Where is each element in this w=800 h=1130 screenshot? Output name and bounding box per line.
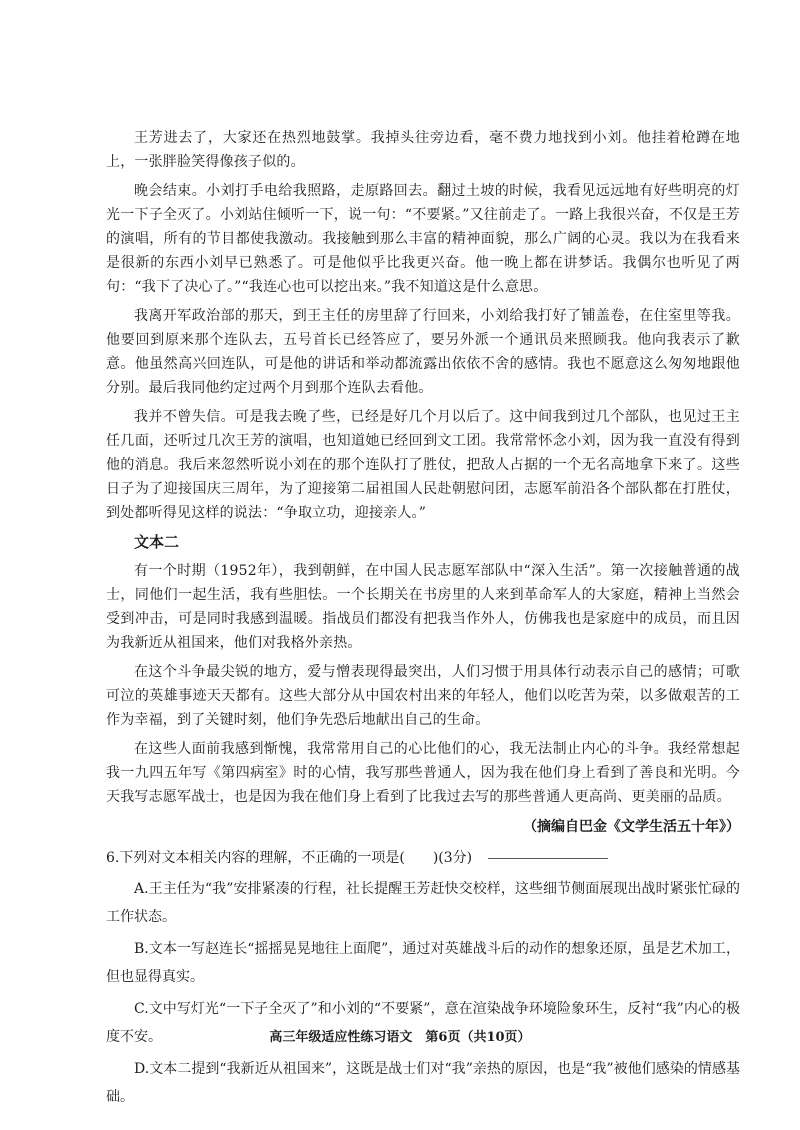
paragraph: 王芳进去了，大家还在热烈地鼓掌。我掉头往旁边看，毫不费力地找到小刘。他挂着枪蹲在地上，一张胖脸笑得像孩子似的。 bbox=[106, 130, 740, 170]
source-citation: （摘编自巴金《文学生活五十年》） bbox=[523, 819, 740, 835]
question-text: 6.下列对文本相关内容的理解，不正确的一项是( )(3分) bbox=[106, 850, 473, 866]
question-options bbox=[106, 875, 740, 1111]
question-stem bbox=[106, 845, 740, 871]
option-c: C.文中写灯光“一下子全灭了”和小刘的“不要紧”，意在渲染战争环境险象环生，反衬“我”内心的极度不安。 bbox=[106, 1001, 740, 1045]
answer-line bbox=[488, 857, 608, 859]
paragraph: 在这个斗争最尖锐的地方，爱与憎表现得最突出，人们习惯于用具体行动表示自己的感情；可歌可泣的英雄事迹天天都有。这些大部分从中国农村出来的年轻人，他们以吃苦为荣，以多做艰苦的工作为幸福，到了关键时刻，他们争先恐后地献出自己的生命。 bbox=[106, 664, 740, 728]
paragraph: 在这些人面前我感到惭愧，我常常用自己的心比他们的心，我无法制止内心的斗争。我经常想起我一九四五年写《第四病室》时的心情，我写那些普通人，因为我在他们身上看到了善良和光明。今天我写志愿军战士，也是因为我在他们身上看到了比我过去写的那些普通人更高尚、更美丽的品质。 bbox=[106, 741, 740, 805]
text-one-body bbox=[106, 126, 740, 525]
option-b: B.文本一写赵连长“摇摇晃晃地往上面爬”，通过对英雄战斗后的动作的想象还原，虽是艺术加工，但也显得真实。 bbox=[106, 941, 740, 985]
page-footer: 高三年级适应性练习语文 第6页（共10页） bbox=[269, 1030, 531, 1045]
paragraph: 我离开军政治部的那天，到王主任的房里辞了行回来，小刘给我打好了铺盖卷，在住室里等我。他要回到原来那个连队去，五号首长已经答应了，要另外派一个通讯员来照顾我。他向我表示了歉意。他虽然高兴回连队，可是他的讲话和举动都流露出依依不舍的感情。我也不愿意这么匆匆地跟他分别。最后我同他约定过两个月到那个连队去看他。 bbox=[106, 308, 740, 396]
option-a: A.王主任为“我”安排紧凑的行程，社长提醒王芳赶快交校样，这些细节侧面展现出战时紧张忙碌的工作状态。 bbox=[106, 881, 740, 925]
paragraph: 晚会结束。小刘打手电给我照路，走原路回去。翻过土坡的时候，我看见远远地有好些明亮的灯光一下子全灭了。小刘站住倾听一下，说一句：“不要紧。”又往前走了。一路上我很兴奋，不仅是王芳的演唱，所有的节目都使我激动。我接触到那么丰富的精神面貌，那么广阔的心灵。我以为在我看来是很新的东西小刘早已熟悉了。可是他似乎比我更兴奋。他一晚上都在讲梦话。我偶尔也听见了两句：“我下了决心了。”“我连心也可以挖出来。”我不知道这是什么意思。 bbox=[106, 183, 740, 295]
section-heading: 文本二 bbox=[134, 533, 180, 551]
text-two-body bbox=[106, 559, 740, 809]
paragraph: 我并不曾失信。可是我去晚了些，已经是好几个月以后了。这中间我到过几个部队，也见过王主任几面，还听过几次王芳的演唱，也知道她已经回到文工团。我常常怀念小刘，因为我一直没有得到他的消息。我后来忽然听说小刘在的那个连队打了胜仗，把敌人占据的一个无名高地拿下来了。这些日子为了迎接国庆三周年，为了迎接第二届祖国人民赴朝慰问团，志愿军前沿各个部队都在打胜仗，到处都听得见这样的说法：“争取立功，迎接亲人。” bbox=[106, 409, 740, 521]
option-d: D.文本二提到“我新近从祖国来”，这既是战士们对“我”亲热的原因，也是“我”被他们感染的情感基础。 bbox=[106, 1061, 740, 1105]
paragraph: 有一个时期（1952年），我到朝鲜，在中国人民志愿军部队中“深入生活”。第一次接触普通的战士，同他们一起生活，我有些胆怯。一个长期关在书房里的人来到革命军人的大家庭，精神上当然会受到冲击，可是同时我感到温暖。指战员们都没有把我当作外人，仿佛我也是家庭中的成员，而且因为我新近从祖国来，他们对我格外亲热。 bbox=[106, 563, 740, 651]
